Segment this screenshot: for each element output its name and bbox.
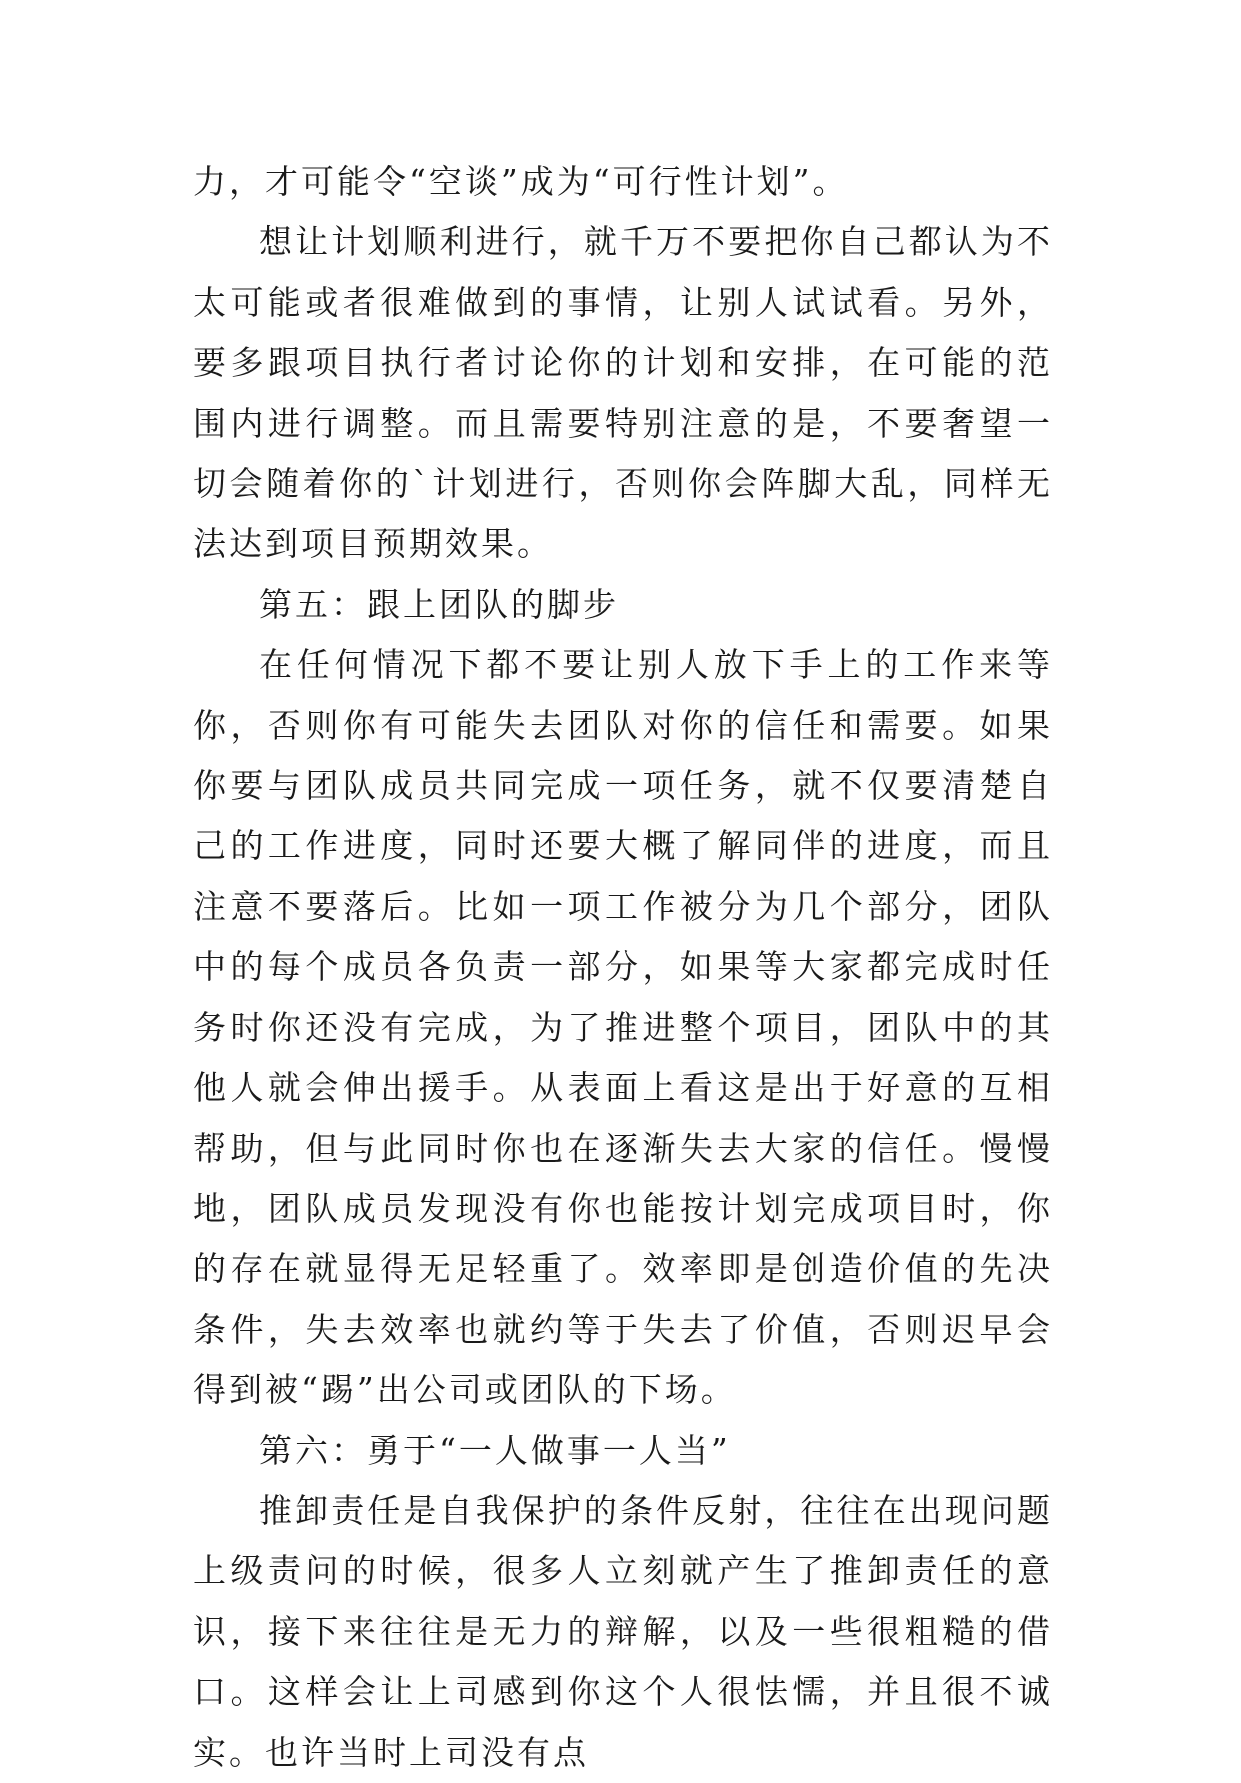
paragraph-continuation: 力，才可能令“空谈”成为“可行性计划”。 (193, 162, 849, 201)
section-heading-six: 第六：勇于“一人做事一人当” (259, 1430, 731, 1470)
section-heading-five: 第五：跟上团队的脚步 (259, 584, 619, 624)
paragraph-responsibility: 推卸责任是自我保护的条件反射，往往在出现问题上级责问的时候，很多人立刻就产生了推卸责任的意识，接下来往往是无力的辩解，以及一些很粗糙的借口。这样会让上司感到你这个人很怯懦，并且很不诚实。也许当时上司没有点 (193, 1490, 1053, 1772)
document-body (193, 152, 1053, 1783)
paragraph-team-pace: 在任何情况下都不要让别人放下手上的工作来等你，否则你有可能失去团队对你的信任和需要。如果你要与团队成员共同完成一项任务，就不仅要清楚自己的工作进度，同时还要大概了解同伴的进度，而且注意不要落后。比如一项工作被分为几个部分，团队中的每个成员各负责一部分，如果等大家都完成时任务时你还没有完成，为了推进整个项目，团队中的其他人就会伸出援手。从表面上看这是出于好意的互相帮助，但与此同时你也在逐渐失去大家的信任。慢慢地，团队成员发现没有你也能按计划完成项目时，你的存在就显得无足轻重了。效率即是创造价值的先决条件，失去效率也就约等于失去了价值，否则迟早会得到被“踢”出公司或团队的下场。 (193, 645, 1053, 1410)
paragraph-plan-advice: 想让计划顺利进行，就千万不要把你自己都认为不太可能或者很难做到的事情，让别人试试看。另外，要多跟项目执行者讨论你的计划和安排，在可能的范围内进行调整。而且需要特别注意的是，不要奢望一切会随着你的`计划进行，否则你会阵脚大乱，同样无法达到项目预期效果。 (193, 222, 1053, 564)
